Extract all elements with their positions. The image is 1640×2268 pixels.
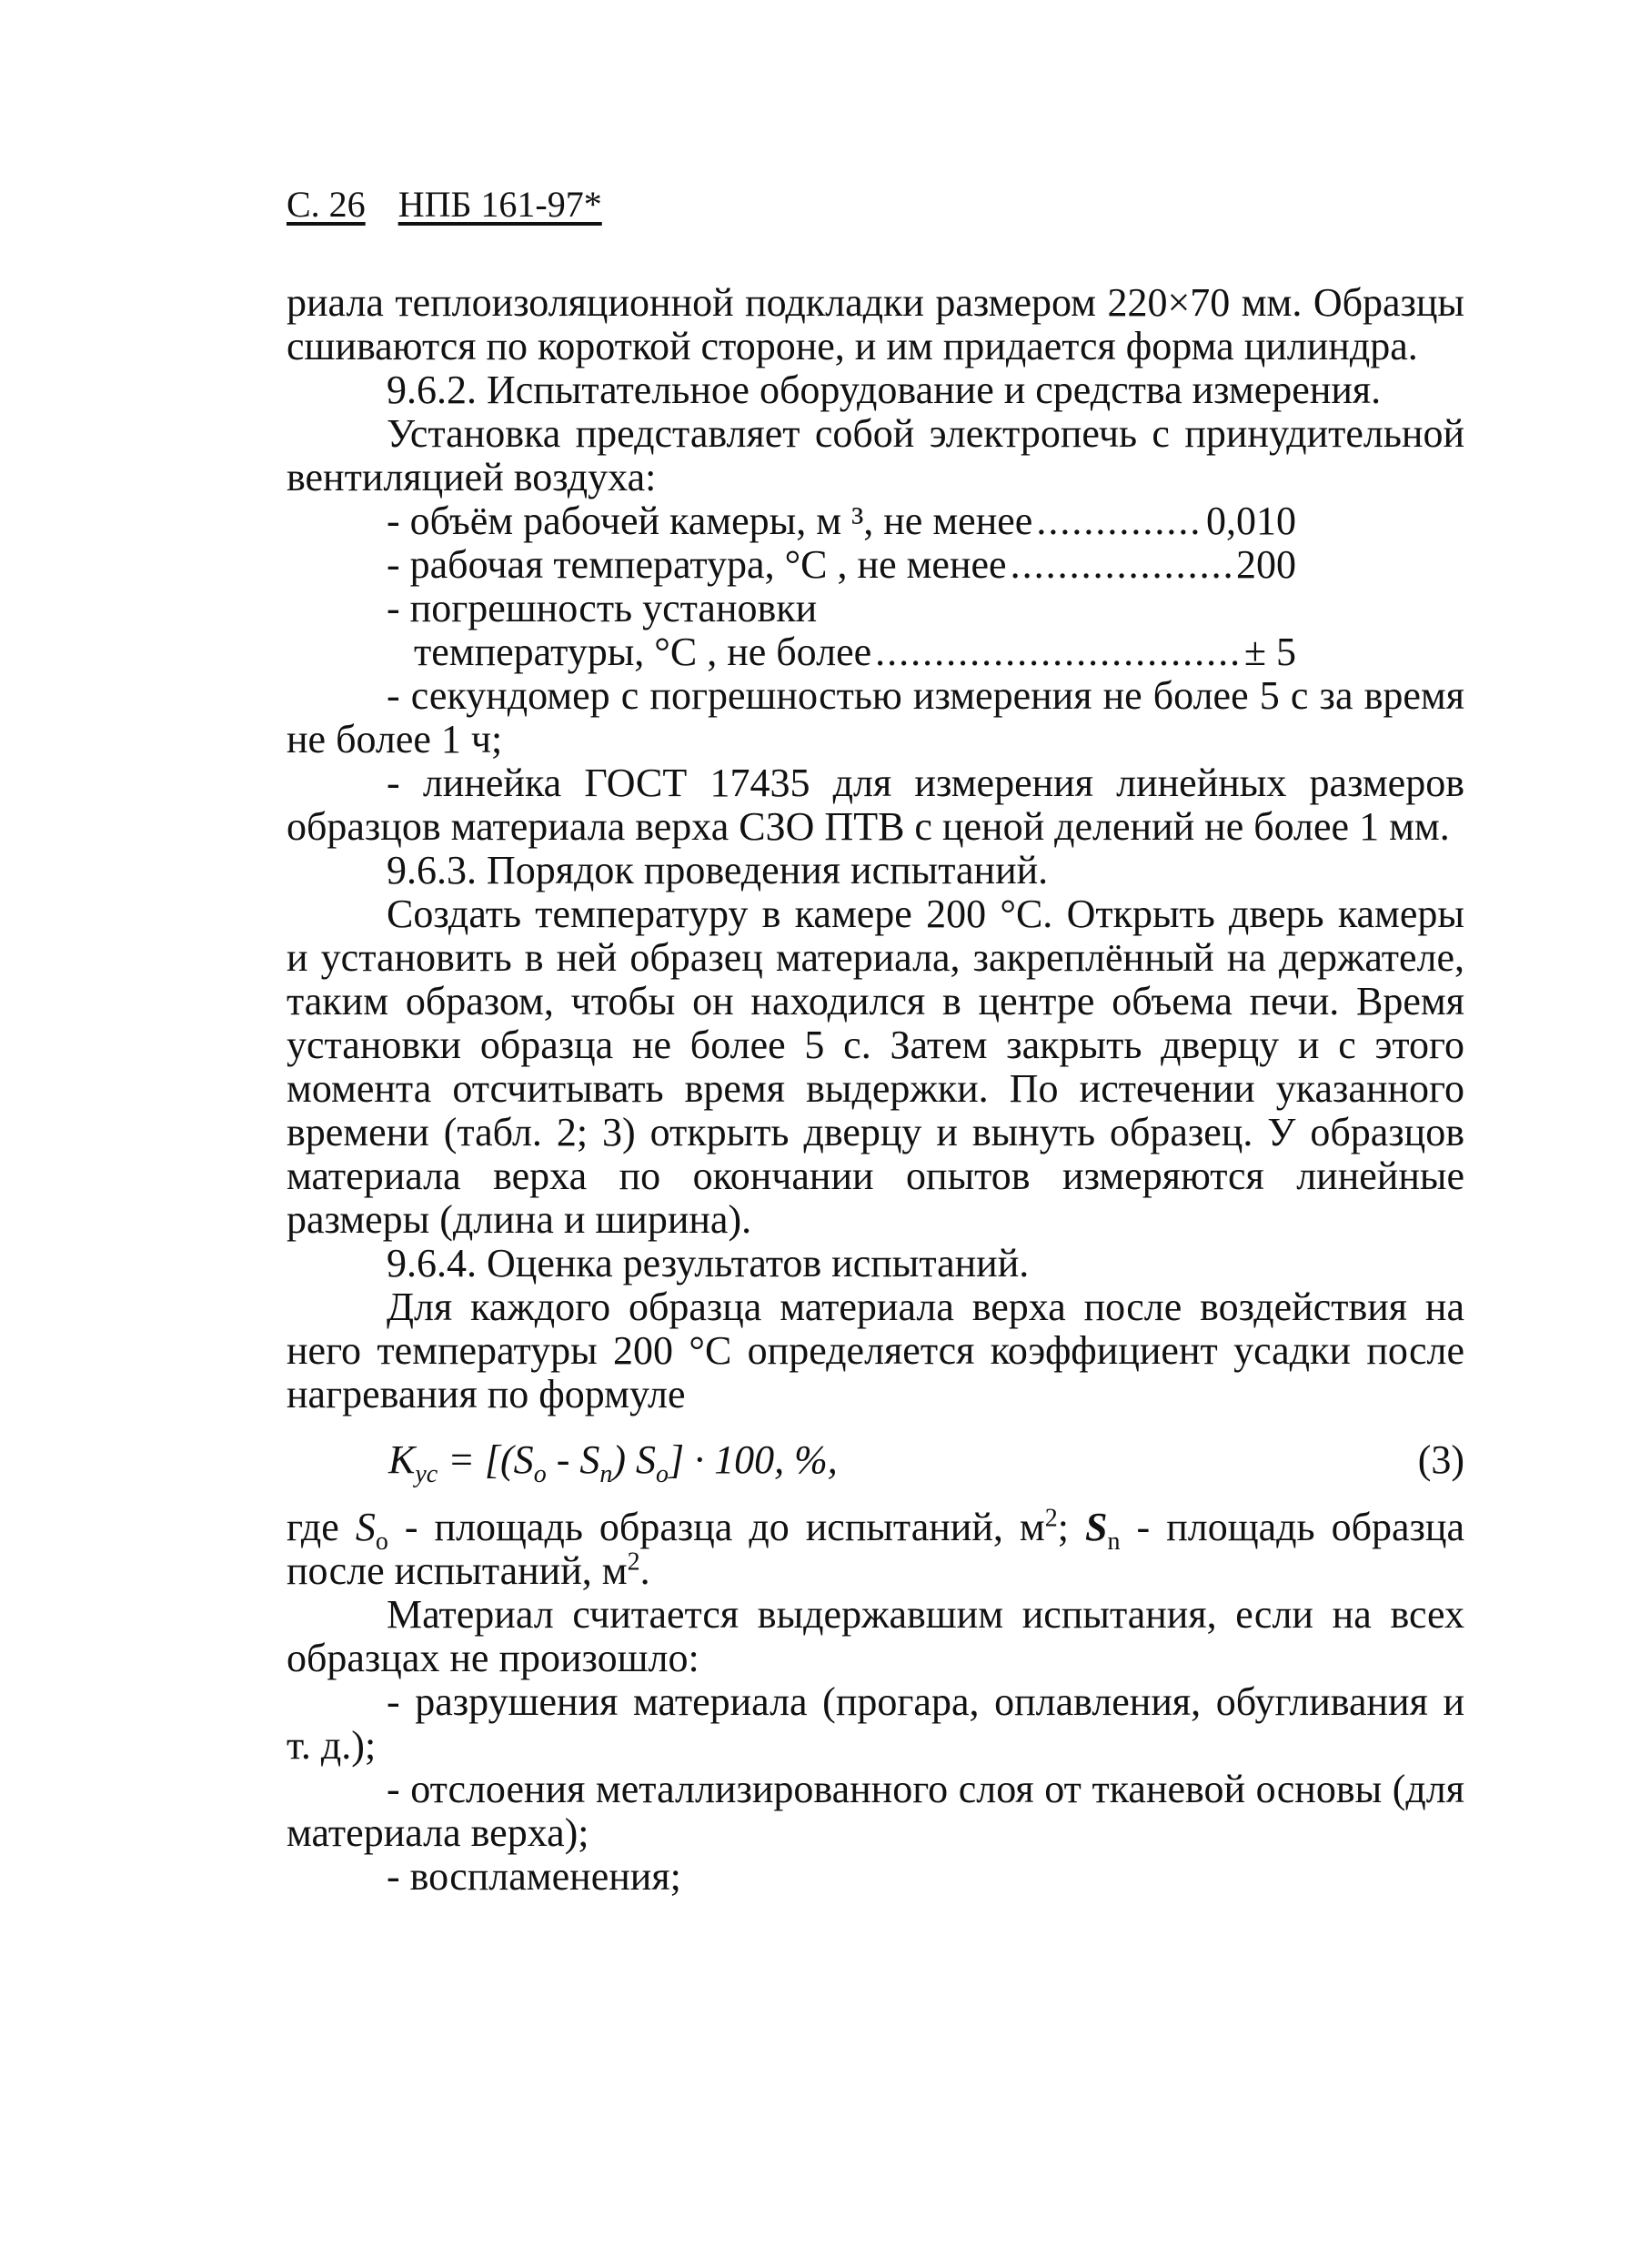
paragraph-shrinkage-coefficient: Для каждого образца материала верха после воздействия на него температуры 200 °С определяется коэффициент усадки после нагревания по формуле	[287, 1285, 1464, 1416]
paragraph-test-procedure: Создать температуру в камере 200 °С. Открыть дверь камеры и установить в ней образец материала, закреплённый на держателе, таким образом, чтобы он находился в центре объема печи. Время установки образца не более 5 с. Затем закрыть дверцу и с этого момента отсчитывать время выдержки. По истечении указанного времени (табл. 2; 3) открыть дверцу и вынуть образец. У образцов материала верха по окончании опытов измеряются линейные размеры (длина и ширина).	[287, 892, 1464, 1242]
spec-label: температуры, °С , не более	[414, 630, 872, 674]
spec-value: 200	[1236, 542, 1296, 587]
paragraph-where: где $S_о$ - площадь образца до испытаний, $м^2$; $S_n$ - площадь образца после испытаний, $м^2$.	[287, 1504, 1464, 1593]
list-item-delamination: - отслоения металлизированного слоя от тканевой основы (для материала верха);	[287, 1767, 1464, 1855]
document-page	[287, 182, 1464, 1899]
list-item-destruction: - разрушения материала (прогара, оплавления, обугливания и т. д.);	[287, 1679, 1464, 1768]
spec-temperature-error	[287, 630, 1296, 674]
spec-setting-error-line1: - погрешность установки	[387, 586, 818, 630]
list-item-ruler: - линейка ГОСТ 17435 для измерения линейных размеров образцов материала верха СЗО ПТВ с ценой делений не более 1 мм.	[287, 761, 1464, 849]
spec-value: ± 5	[1243, 630, 1296, 674]
formula-3	[287, 1438, 1464, 1497]
list-item-ignition: - воспламенения;	[387, 1854, 681, 1899]
section-heading-9-6-3: 9.6.3. Порядок проведения испытаний.	[387, 848, 1049, 892]
section-heading-9-6-4: 9.6.4. Оценка результатов испытаний.	[387, 1241, 1030, 1285]
spec-label: - рабочая температура, °С , не менее	[387, 542, 1007, 587]
doc-code: НПБ 161-97*	[397, 184, 602, 225]
dot-leader	[875, 630, 1241, 674]
list-item-stopwatch: - секундомер с погрешностью измерения не более 5 с за время не более 1 ч;	[287, 673, 1464, 761]
paragraph-installation: Установка представляет собой электропечь с принудительной вентиляцией воздуха:	[287, 411, 1464, 499]
paragraph-material-sample: риала теплоизоляционной подкладки размером 220×70 мм. Образцы сшиваются по короткой стороне, и им придается форма цилиндра.	[287, 280, 1464, 368]
page-header	[287, 185, 602, 225]
formula-number: (3)	[1417, 1437, 1464, 1482]
dot-leader	[1011, 543, 1233, 587]
formula-expression: $K_{ус} = [(S_о - S_n) S_о] \cdot 100$, %,	[388, 1437, 838, 1488]
spec-label: - объём рабочей камеры, м ³, не менее	[387, 499, 1033, 543]
page-ref: С. 26	[287, 184, 366, 225]
paragraph-acceptance: Материал считается выдержавшим испытания, если на всех образцах не произошло:	[287, 1592, 1464, 1680]
dot-leader	[1036, 499, 1202, 543]
section-heading-9-6-2: 9.6.2. Испытательное оборудование и средства измерения.	[387, 368, 1382, 412]
spec-value: 0,010	[1206, 499, 1296, 543]
spec-chamber-volume	[287, 499, 1296, 543]
spec-working-temperature	[287, 543, 1296, 587]
